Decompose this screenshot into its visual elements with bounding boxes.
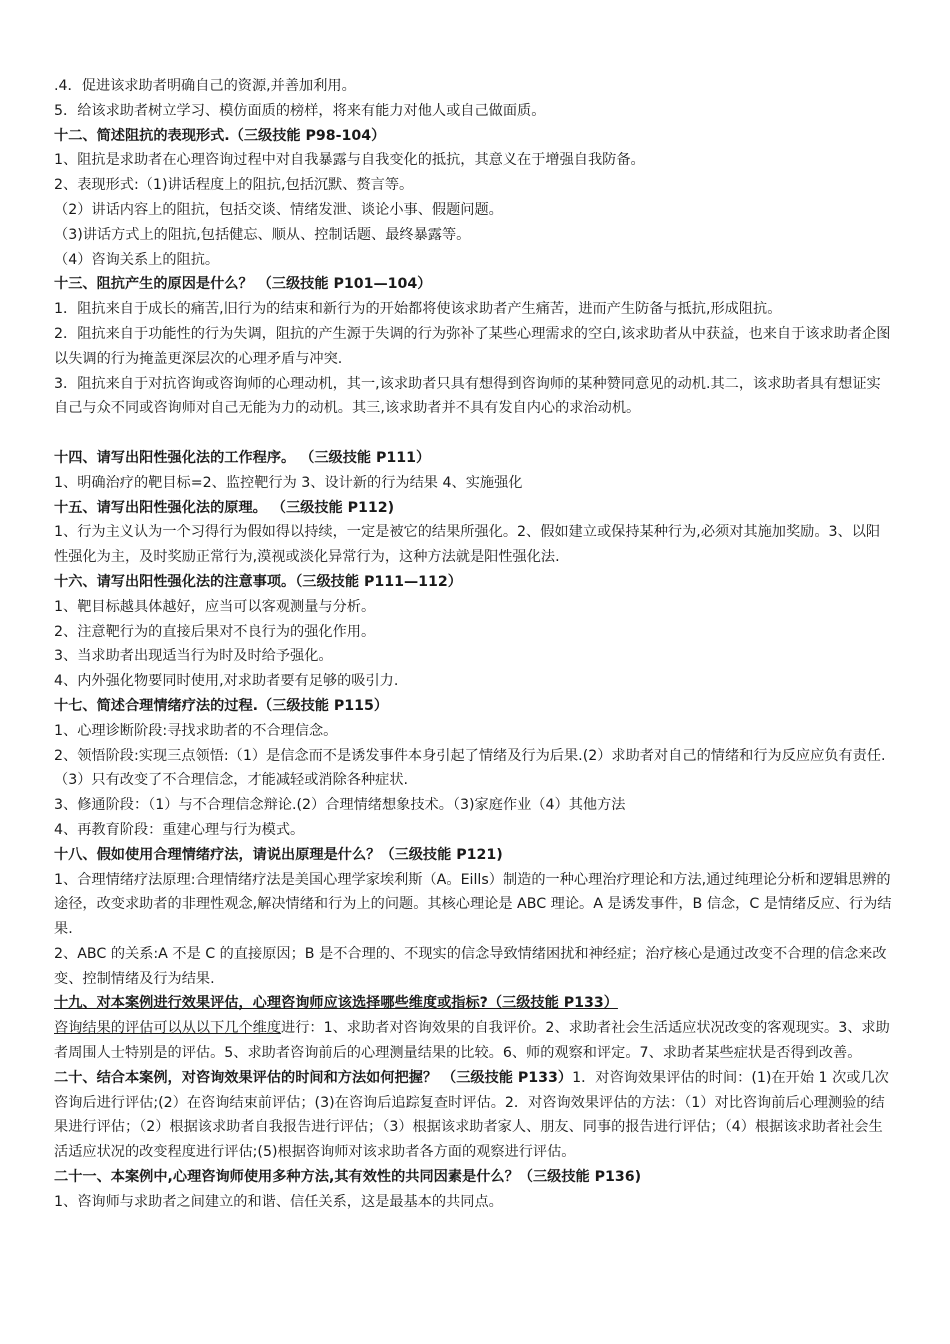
paragraph: 1、心理诊断阶段:寻找求助者的不合理信念。 — [54, 722, 338, 739]
paragraph: （3)讲话方式上的阻抗,包括健忘、顺从、控制话题、最终暴露等。 — [54, 226, 471, 243]
paragraph: （4）咨询关系上的阻抗。 — [54, 251, 220, 268]
section-heading: 二十一、本案例中,心理咨询师使用多种方法,其有效性的共同因素是什么？（三级技能 P136) — [54, 1169, 642, 1186]
paragraph: 2．阻抗来自于功能性的行为失调，阻抗的产生源于失调的行为弥补了某些心理需求的空白,该求助者从中获益，也来自于该求助者企图以失调的行为掩盖更深层次的心理矛盾与冲突. — [54, 325, 891, 367]
section-heading: 十九、对本案例进行效果评估，心理咨询师应该选择哪些维度或指标?（三级技能 P133） — [54, 995, 618, 1012]
paragraph: 1、行为主义认为一个习得行为假如得以持续，一定是被它的结果所强化。2、假如建立或保持某种行为,必须对其施加奖励。3、以阳性强化为主，及时奖励正常行为,漠视或淡化异常行为，这种方法就是阳性强化法. — [54, 524, 881, 566]
underlined-text: 咨询结果的评估可以从以下几个维度 — [54, 1020, 282, 1037]
paragraph: （2）讲话内容上的阻抗，包括交谈、情绪发泄、谈论小事、假题问题。 — [54, 201, 503, 218]
section-heading: 十五、请写出阳性强化法的原理。 （三级技能 P112) — [54, 499, 395, 516]
paragraph: 4、内外强化物要同时使用,对求助者要有足够的吸引力. — [54, 673, 399, 690]
paragraph: 2、领悟阶段:实现三点领悟:（1）是信念而不是诱发事件本身引起了情绪及行为后果.(2）求助者对自己的情绪和行为反应应负有责任.（3）只有改变了不合理信念，才能减轻或消除各种症状. — [54, 747, 886, 789]
paragraph: 3．阻抗来自于对抗咨询或咨询师的心理动机，其一,该求助者只具有想得到咨询师的某种赞同意见的动机.其二，该求助者具有想证实自己与众不同或咨询师对自己无能为力的动机。其三,该求助者并不具有发自内心的求治动机。 — [54, 375, 881, 417]
paragraph — [54, 1066, 894, 1165]
section-heading: 二十、结合本案例，对咨询效果评估的时间和方法如何把握？ （三级技能 P133） — [54, 1069, 573, 1086]
paragraph: 1、阻抗是求助者在心理咨询过程中对自我暴露与自我变化的抵抗，其意义在于增强自我防备。 — [54, 152, 645, 169]
paragraph: 1、明确治疗的靶目标=2、监控靶行为 3、设计新的行为结果 4、实施强化 — [54, 474, 523, 491]
section-heading: 十八、假如使用合理情绪疗法，请说出原理是什么？（三级技能 P121) — [54, 846, 503, 863]
paragraph: 1．阻抗来自于成长的痛苦,旧行为的结束和新行为的开始都将使该求助者产生痛苦，进而产生防备与抵抗,形成阻抗。 — [54, 301, 782, 318]
paragraph: 1、靶目标越具体越好，应当可以客观测量与分析。 — [54, 598, 376, 615]
section-heading: 十七、简述合理情绪疗法的过程.（三级技能 P115） — [54, 697, 389, 714]
section-heading: 十六、请写出阳性强化法的注意事项。（三级技能 P111—112） — [54, 573, 462, 590]
paragraph: 1、咨询师与求助者之间建立的和谐、信任关系，这是最基本的共同点。 — [54, 1193, 503, 1210]
paragraph-text: 1．对咨询效果评估的时间：(1)在开始 1 次或几次咨询后进行评估;(2）在咨询结束前评估；(3)在咨询后追踪复查时评估。2．对咨询效果评估的方法：（1）对比咨询前后心理测验的结果进行评估；（2）根据该求助者自我报告进行评估；（3）根据该求助者家人、朋友、同事的报告进行评估；（4）根据该求助者社会生活适应状况的改变程度进行评估;(5)根据咨询师对该求助者各方面的观察进行评估。 — [54, 1069, 889, 1161]
blank-line — [54, 421, 894, 446]
paragraph: 5．给该求助者树立学习、模仿面质的榜样，将来有能力对他人或自己做面质。 — [54, 102, 546, 119]
paragraph — [54, 1016, 894, 1066]
paragraph: 2、表现形式:（1)讲话程度上的阻抗,包括沉默、赘言等。 — [54, 177, 414, 194]
section-heading: 十三、阻抗产生的原因是什么？ （三级技能 P101—104） — [54, 276, 432, 293]
paragraph: 4、再教育阶段：重建心理与行为模式。 — [54, 821, 305, 838]
paragraph: 3、当求助者出现适当行为时及时给予强化。 — [54, 648, 333, 665]
paragraph: 2、ABC 的关系:A 不是 C 的直接原因；B 是不合理的、不现实的信念导致情绪困扰和神经症；治疗核心是通过改变不合理的信念来改变、控制情绪及行为结果. — [54, 945, 887, 987]
paragraph-text: 进行：1、求助者对咨询效果的自我评价。2、求助者社会生活适应状况改变的客观现实。3、求助者周围人士特别是的评估。5、求助者咨询前后的心理测量结果的比较。6、师的观察和评定。7、求助者某些症状是否得到改善。 — [54, 1020, 890, 1062]
paragraph: 1、合理情绪疗法原理:合理情绪疗法是美国心理学家埃利斯（A。Eills）制造的一种心理治疗理论和方法,通过纯理论分析和逻辑思辨的途径，改变求助者的非理性观念,解决情绪和行为上的问题。其核心理论是 ABC 理论。A 是诱发事件，B 信念，C 是情绪反应、行为结果. — [54, 871, 892, 938]
section-heading: 十四、请写出阳性强化法的工作程序。 （三级技能 P111） — [54, 449, 431, 466]
paragraph: 2、注意靶行为的直接后果对不良行为的强化作用。 — [54, 623, 376, 640]
paragraph: 3、修通阶段：（1）与不合理信念辩论.(2）合理情绪想象技术。（3)家庭作业（4）其他方法 — [54, 797, 626, 814]
section-heading: 十二、简述阻抗的表现形式.（三级技能 P98-104） — [54, 127, 386, 144]
paragraph: .4．促进该求助者明确自己的资源,并善加利用。 — [54, 78, 356, 94]
